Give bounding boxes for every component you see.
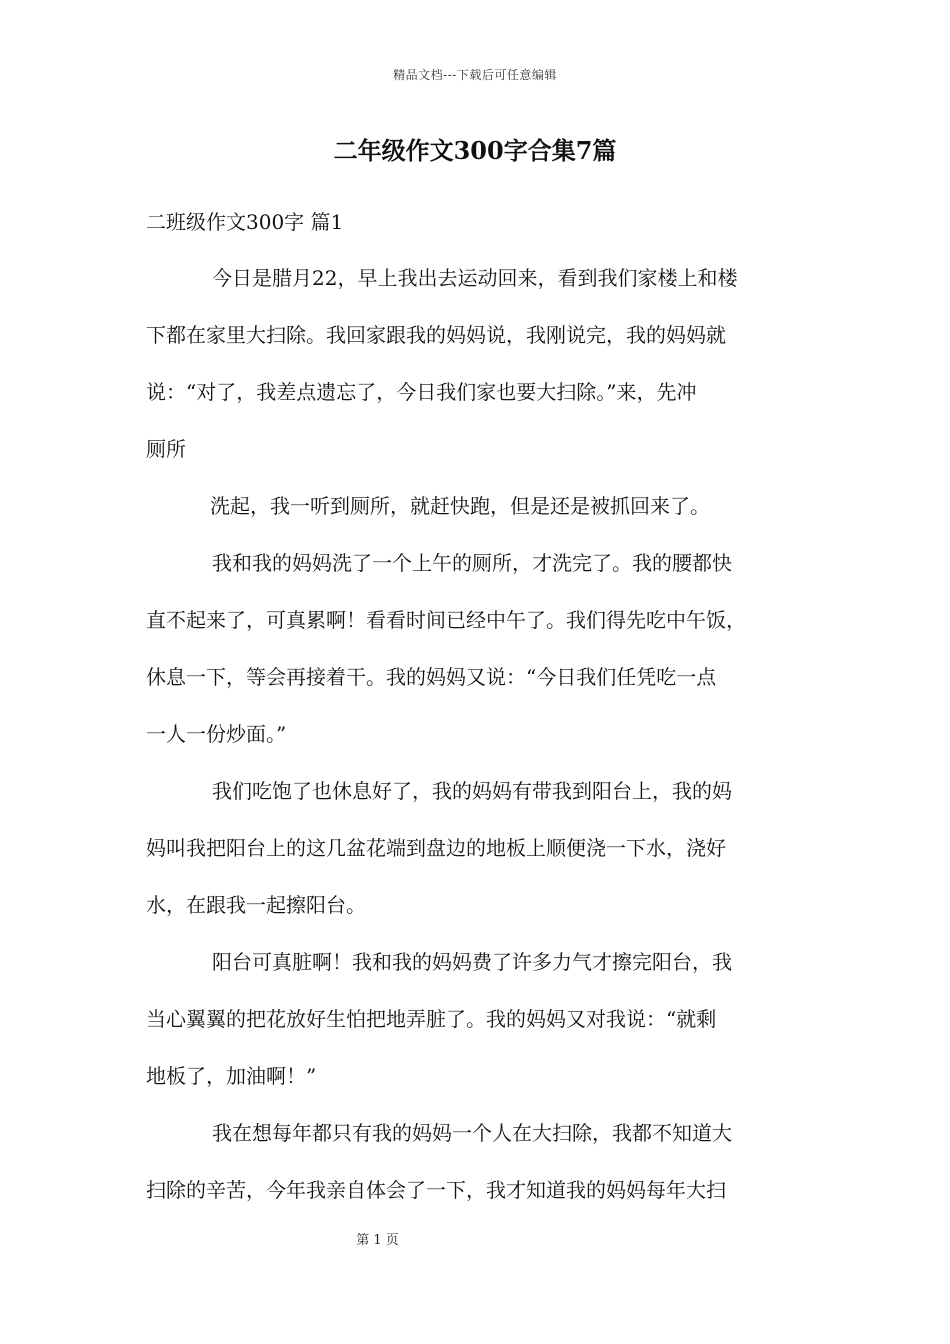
paragraph-line: 妈叫我把阳台上的这几盆花端到盘边的地板上顺便浇一下水，浇好 — [146, 836, 726, 860]
paragraph-line: 扫除的辛苦，今年我亲自体会了一下，我才知道我的妈妈每年大扫 — [146, 1178, 726, 1202]
paragraph-line: 直不起来了，可真累啊！看看时间已经中午了。我们得先吃中午饭， — [146, 608, 746, 632]
paragraph-2 — [146, 487, 806, 525]
document-title: 二年级作文300字合集7篇 — [333, 136, 617, 165]
paragraph-line: 厕所 — [146, 437, 186, 461]
paragraph-line: 我们吃饱了也休息好了，我的妈妈有带我到阳台上，我的妈 — [212, 779, 732, 803]
paragraph-line: 水，在跟我一起擦阳台。 — [146, 893, 366, 917]
paragraph-4 — [146, 772, 806, 924]
paragraph-line: 阳台可真脏啊！我和我的妈妈费了许多力气才擦完阳台，我 — [212, 950, 732, 974]
paragraph-line: 说：“对了，我差点遗忘了，今日我们家也要大扫除。”来，先冲 — [146, 380, 697, 404]
paragraph-line: 当心翼翼的把花放好生怕把地弄脏了。我的妈妈又对我说：“就剩 — [146, 1007, 717, 1031]
paragraph-line: 我在想每年都只有我的妈妈一个人在大扫除，我都不知道大 — [212, 1121, 732, 1145]
paragraph-5 — [146, 943, 806, 1095]
page-number: 第 1 页 — [356, 1233, 399, 1248]
document-body — [146, 259, 806, 1228]
paragraph-line: 洗起，我一听到厕所，就赶快跑，但是还是被抓回来了。 — [210, 494, 710, 518]
paragraph-6 — [146, 1114, 806, 1209]
paragraph-line: 我和我的妈妈洗了一个上午的厕所，才洗完了。我的腰都快 — [212, 551, 732, 575]
page-header: 精品文档---下载后可任意编辑 — [393, 68, 557, 82]
paragraph-line: 下都在家里大扫除。我回家跟我的妈妈说，我刚说完，我的妈妈就 — [146, 323, 726, 347]
paragraph-1 — [146, 259, 806, 468]
paragraph-line: 一人一份炒面。” — [146, 722, 287, 746]
section-heading: 二班级作文300字 篇1 — [146, 210, 344, 234]
paragraph-3 — [146, 544, 806, 753]
paragraph-line: 地板了，加油啊！” — [146, 1064, 317, 1088]
paragraph-line: 休息一下，等会再接着干。我的妈妈又说：“今日我们任凭吃一点 — [146, 665, 717, 689]
paragraph-line: 今日是腊月22，早上我出去运动回来，看到我们家楼上和楼 — [212, 266, 738, 290]
